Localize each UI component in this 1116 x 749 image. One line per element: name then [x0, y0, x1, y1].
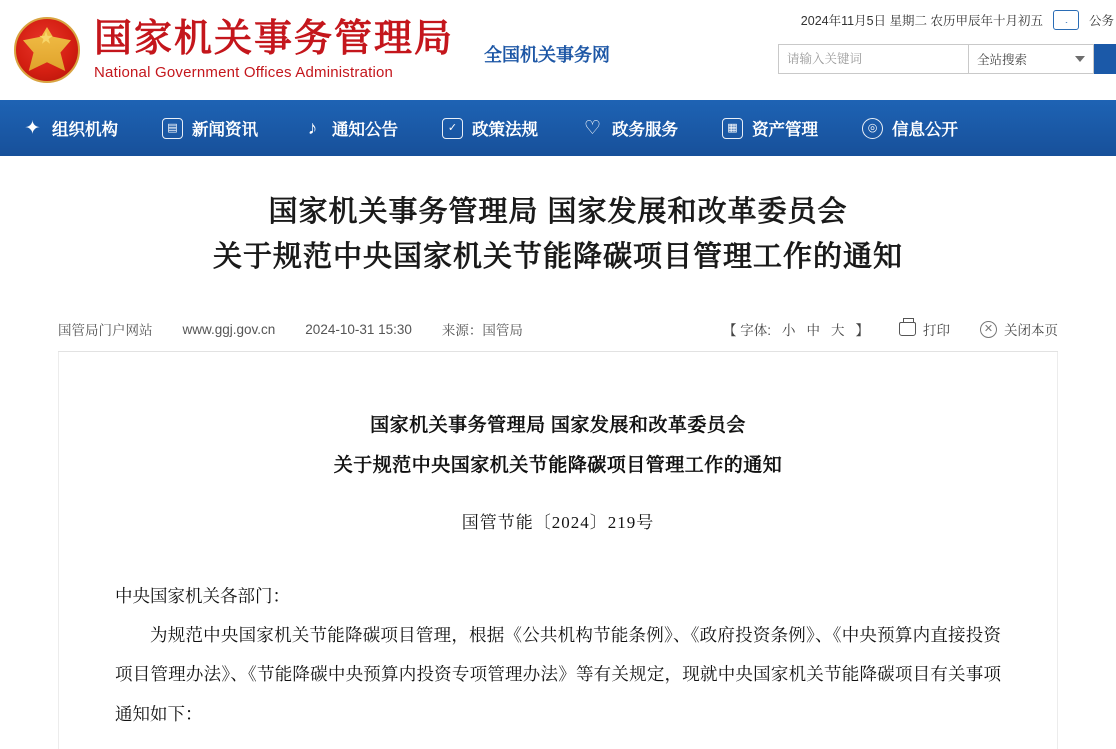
header-right: [778, 0, 1116, 100]
page-title-line1: 国家机关事务管理局 国家发展和改革委员会: [268, 196, 848, 228]
meta-domain[interactable]: www.ggj.gov.cn: [182, 321, 276, 337]
nav-label: 信息公开: [892, 121, 958, 139]
mail-icon[interactable]: [1053, 10, 1079, 30]
brand-title-en: National Government Offices Administration: [94, 64, 394, 82]
nav-item-disclosure[interactable]: [840, 116, 980, 140]
font-size-label: 【 字体:: [722, 323, 771, 339]
nav-item-organization[interactable]: [0, 116, 140, 140]
org-icon: ✦: [24, 117, 41, 139]
document-number: 国管节能〔2024〕219号: [461, 512, 655, 532]
nav-item-services[interactable]: [560, 116, 700, 140]
article-salutation: 中央国家机关各部门：: [115, 585, 290, 606]
nav-label: 新闻资讯: [192, 121, 258, 139]
page-title-line2: 关于规范中央国家机关节能降碳项目管理工作的通知: [212, 240, 903, 273]
date-row: [801, 10, 1116, 30]
asset-icon: ▦: [722, 118, 743, 139]
article-paragraph-1: 为规范中央国家机关节能降碳项目管理，根据《公共机构节能条例》、《政府投资条例》、《中央预算内直接投资项目管理办法》、《节能降碳中央预算内投资专项管理办法》等有关规定，现就中央国家机关节能降碳项目有关事项通知如下：: [115, 625, 1001, 724]
font-size-control: [723, 319, 869, 339]
chevron-down-icon: [1075, 56, 1085, 62]
disclosure-icon: ◎: [862, 118, 883, 139]
meta-source-site: 国管局门户网站: [58, 323, 153, 339]
search-input[interactable]: [778, 44, 968, 74]
page-title: [0, 156, 1116, 300]
gov-link[interactable]: 公务: [1088, 14, 1114, 28]
nav-item-news[interactable]: [140, 116, 280, 140]
article-meta-bar: [58, 308, 1058, 352]
nav-item-assets[interactable]: [700, 116, 840, 140]
brand-subtitle: 全国机关事务网: [484, 45, 611, 65]
print-label: 打印: [923, 323, 950, 339]
nav-label: 政务服务: [612, 121, 678, 139]
printer-icon: [899, 322, 916, 336]
font-size-medium[interactable]: 中: [806, 323, 820, 339]
policy-icon: ✓: [442, 118, 463, 139]
print-button[interactable]: [899, 319, 950, 339]
logo-area[interactable]: [0, 15, 610, 85]
national-emblem-icon: [12, 15, 82, 85]
service-icon: ♡: [583, 117, 602, 139]
page-content: [0, 156, 1116, 749]
nav-label: 通知公告: [332, 121, 398, 139]
article-heading-line1: 国家机关事务管理局 国家发展和改革委员会: [370, 414, 746, 436]
main-navigation: [0, 100, 1116, 156]
font-size-small[interactable]: 小: [782, 323, 796, 339]
bell-icon: ♪: [307, 117, 318, 139]
nav-item-announcements[interactable]: [280, 116, 420, 140]
article-body: [58, 352, 1058, 749]
site-header: [0, 0, 1116, 100]
font-size-large[interactable]: 大: [831, 323, 845, 339]
search-button[interactable]: [1094, 44, 1116, 74]
meta-source: 来源：国管局: [441, 323, 523, 339]
close-label: 关闭本页: [1004, 323, 1058, 339]
article-text: [115, 577, 1001, 735]
close-page-button[interactable]: [980, 319, 1058, 339]
meta-datetime: 2024-10-31 15:30: [305, 321, 412, 337]
nav-item-policy[interactable]: [420, 116, 560, 140]
search-scope-select[interactable]: [968, 44, 1094, 74]
search-scope-label: 全站搜索: [977, 53, 1028, 67]
nav-label: 政策法规: [472, 121, 538, 139]
nav-label: 组织机构: [52, 121, 118, 139]
article-heading-line2: 关于规范中央国家机关节能降碳项目管理工作的通知: [333, 454, 783, 476]
current-date: 2024年11月5日 星期二 农历甲辰年十月初五: [800, 14, 1043, 28]
search-bar: [778, 44, 1116, 74]
font-size-label-close: 】: [855, 323, 869, 339]
close-circle-icon: ✕: [980, 321, 997, 338]
news-icon: ▤: [162, 118, 183, 139]
brand-title-cn: 国家机关事务管理局: [94, 17, 455, 60]
nav-label: 资产管理: [752, 121, 818, 139]
